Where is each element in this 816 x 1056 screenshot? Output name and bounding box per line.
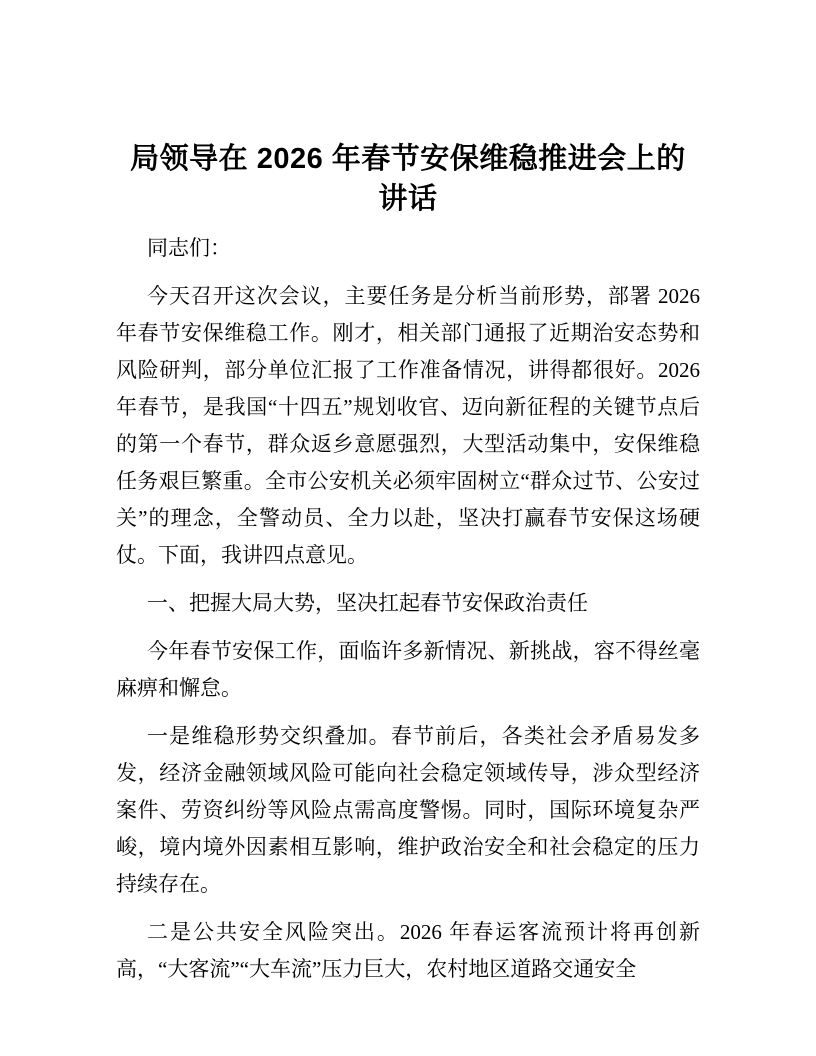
section-heading-1: 一、把握大局大势，坚决扛起春节安保政治责任 <box>147 591 588 615</box>
paragraph-situation-overview: 今年春节安保工作，面临许多新情况、新挑战，容不得丝毫麻痹和懈怠。 <box>116 639 700 700</box>
paragraph-risk-stability: 一是维稳形势交织叠加。春节前后，各类社会矛盾易发多发，经济金融领域风险可能向社会稳定领域传导，涉众型经济案件、劳资纠纷等风险点需高度警惕。同时，国际环境复杂严峻，境内境外因素相互影响，维护政治安全和社会稳定的压力持续存在。 <box>116 724 700 896</box>
paragraph-opening: 今天召开这次会议，主要任务是分析当前形势，部署 2026 年春节安保维稳工作。刚才，相关部门通报了近期治安态势和风险研判，部分单位汇报了工作准备情况，讲得都很好。2026 年春节，是我国“十四五”规划收官、迈向新征程的关键节点后的第一个春节，群众返乡意愿强烈，大型活动集中，安保维稳任务艰巨繁重。全市公安机关必须牢固树立“群众过节、公安过关”的理念，全警动员、全力以赴，坚决打赢春节安保这场硬仗。下面，我讲四点意见。 <box>116 284 700 567</box>
salutation: 同志们： <box>147 236 231 260</box>
document-title: 局领导在 2026 年春节安保维稳推进会上的讲话 <box>130 143 686 215</box>
paragraph-risk-public-safety: 二是公共安全风险突出。2026 年春运客流预计将再创新高，“大客流”“大车流”压力巨大，农村地区道路交通安全 <box>116 920 700 981</box>
